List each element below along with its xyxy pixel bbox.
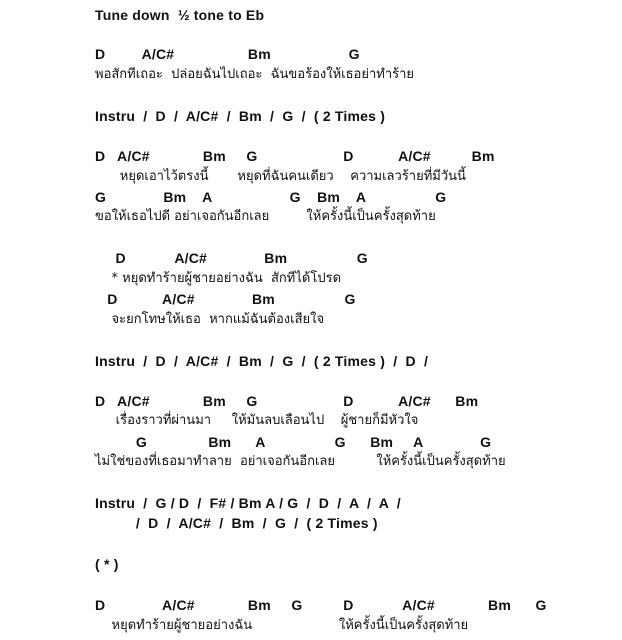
repeat-chorus-mark: ( * ) [95, 556, 119, 572]
chorus-lyrics-b: จะยกโทษให้เธอ หากแม้ฉันต้องเสียใจ [95, 312, 325, 327]
intro-lyrics: พอสักทีเถอะ ปล่อยฉันไปเถอะ ฉันขอร้องให้เธอย่าทำร้าย [95, 67, 415, 82]
intro-chords: D A/C# Bm G [95, 46, 360, 62]
tuning-title: Tune down ½ tone to Eb [95, 7, 265, 23]
chorus-chords-a: D A/C# Bm G [95, 250, 368, 266]
verse2-chords-a: D A/C# Bm G D A/C# Bm [95, 393, 479, 409]
verse1-lyrics-b: ขอให้เธอไปดี อย่าเจอกันอีกเลย ให้ครั้งนี้เป็นครั้งสุดท้าย [95, 209, 436, 224]
verse2-lyrics-b: ไม่ใช่ของที่เธอมาทำลาย อย่าเจอกันอีกเลย ให้ครั้งนี้เป็นครั้งสุดท้าย [95, 454, 506, 469]
verse2-lyrics-a: เรื่องราวที่ผ่านมา ให้มันลบเลือนไป ผู้ชายก็มีหัวใจ [95, 413, 419, 428]
chorus-chords-b: D A/C# Bm G [95, 291, 356, 307]
instru-line-2: Instru / D / A/C# / Bm / G / ( 2 Times ) / D / [95, 353, 429, 369]
verse1-chords-b: G Bm A G Bm A G [95, 189, 447, 205]
verse1-chords-a: D A/C# Bm G D A/C# Bm [95, 148, 495, 164]
instru-line-3a: Instru / G / D / F# / Bm A / G / D / A / A / [95, 495, 401, 511]
chorus-lyrics-a: * หยุดทำร้ายผู้ชายอย่างฉัน สักทีได้โปรด [95, 271, 342, 286]
verse2-chords-b: G Bm A G Bm A G [95, 434, 492, 450]
instru-line-3b: / D / A/C# / Bm / G / ( 2 Times ) [95, 515, 378, 531]
ending-lyrics: หยุดทำร้ายผู้ชายอย่างฉัน ให้ครั้งนี้เป็นครั้งสุดท้าย [95, 618, 469, 633]
ending-chords: D A/C# Bm G D A/C# Bm G [95, 597, 547, 613]
verse1-lyrics-a: หยุดเอาไว้ตรงนี้ หยุดที่ฉันคนเดียว ความเลวร้ายที่มีวันนี้ [95, 169, 466, 184]
instru-line-1: Instru / D / A/C# / Bm / G / ( 2 Times ) [95, 108, 386, 124]
